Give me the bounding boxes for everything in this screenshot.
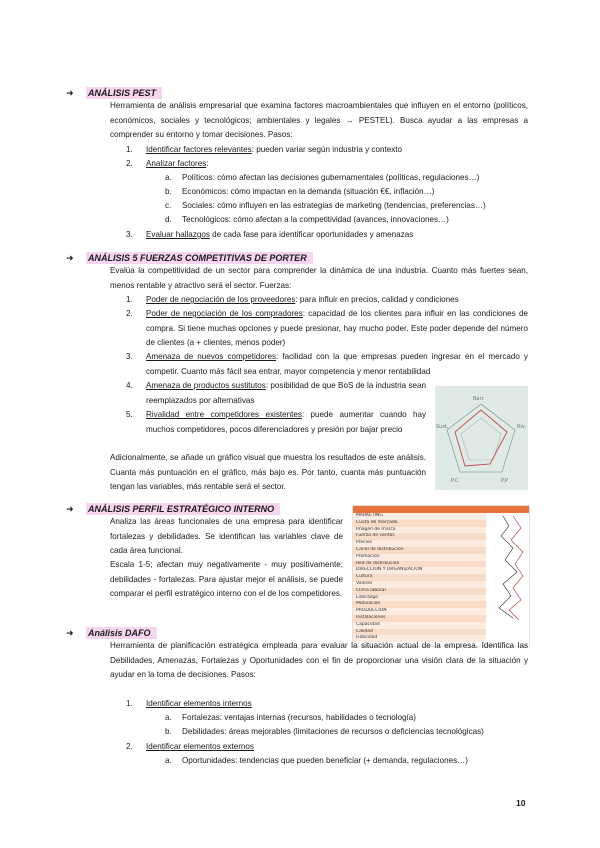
table-row: Motivación	[353, 601, 486, 608]
dafo-sub-debilidades: Debilidades: áreas mejorables (limitaciones de recursos o deficiencias tecnológicas)	[182, 727, 484, 736]
porter-title: ANÁLISIS 5 FUERZAS COMPETITIVAS DE PORTER	[88, 253, 307, 263]
sub-letter: a.	[165, 713, 172, 722]
arrow-icon: ➜	[66, 628, 74, 638]
table-row: Fiabilidad	[353, 635, 486, 642]
table-row: Cultura	[353, 574, 486, 581]
perfil-title: ANÁLISIS PERFIL ESTRATÉGICO INTERNO	[88, 504, 275, 514]
table-row: Valores	[353, 581, 486, 588]
radar-label: P.C	[451, 478, 459, 484]
force-label: Rivalidad entre competidores existentes	[146, 410, 302, 419]
table-row: Precios	[353, 540, 486, 547]
profile-line-1	[499, 516, 517, 618]
table-row: Cuota de mercado	[353, 520, 486, 527]
force-label: Amenaza de nuevos competidores	[146, 352, 277, 361]
profile-lines-svg	[353, 506, 529, 646]
pest-sub-sociales: Sociales: cómo influyen en las estrategias de marketing (tendencias, preferencias…)	[182, 201, 486, 210]
pest-step-3	[146, 228, 413, 243]
step-number: 2.	[126, 159, 133, 168]
table-row: Liderazgo	[353, 595, 486, 602]
table-row: Canal de distribución	[353, 547, 486, 554]
item-number: 4.	[126, 381, 133, 390]
force-text: : posibilidad de que BoS de la industria sean reemplazados por alternativas	[146, 381, 426, 405]
step-text: : pueden variar según industria y contexto	[251, 145, 403, 154]
sub-letter: a.	[165, 756, 172, 765]
force-label: Poder de negociación de los compradores	[146, 309, 303, 318]
force-label: Amenaza de productos sustitutos	[146, 381, 266, 390]
table-row: Fuerza de ventas	[353, 533, 486, 540]
radar-label: P.P	[501, 478, 508, 484]
porter-description: Evalúa la competitividad de un sector para comprender la dinámica de una industria. Cuanto más fuertes sean, menos rentable y atractivo será el sector. Fuerzas:	[110, 266, 528, 290]
step-label: Identificar elementos externos	[146, 742, 254, 751]
sub-letter: b.	[165, 187, 172, 196]
table-row: DIRECCIÓN Y ORGANIZACIÓN	[353, 567, 486, 574]
table-row: Promoción	[353, 554, 486, 561]
porter-force-4	[146, 379, 426, 408]
radar-label: Sust.	[436, 424, 449, 430]
pest-step-1	[146, 143, 402, 158]
porter-extra: Adicionalmente, se añade un gráfico visual que muestra los resultados de este análisis. Cuanta más puntuación en el gráfico, más bajo es. Por tanto, cuanta más puntuación tengan las variables, más rentable será el sector.	[110, 453, 426, 491]
pest-title: ANÁLISIS PEST	[88, 88, 157, 98]
sub-letter: a.	[165, 173, 172, 182]
item-number: 2.	[126, 309, 133, 318]
step-label: Analizar factores	[146, 159, 207, 168]
page-number: 10	[516, 798, 526, 808]
radar-label: Barr.	[473, 396, 485, 402]
radar-chart-svg	[435, 386, 528, 490]
dafo-heading	[66, 627, 157, 639]
perfil-description-1: Analiza las áreas funcionales de una empresa para identificar fortalezas y debilidades. Se identifican las variables clave de cada área funcional.	[110, 517, 343, 555]
dafo-sub-oportunidades: Oportunidades: tendencias que pueden beneficiar (+ demanda, regulaciones…)	[182, 756, 468, 765]
sub-letter: c.	[165, 201, 172, 210]
item-number: 3.	[126, 352, 133, 361]
step-label: Identificar elementos internos	[146, 699, 252, 708]
dafo-step-2	[146, 740, 254, 755]
dafo-description: Herramienta de planificación estratégica empleada para evaluar la situación actual de la empresa. Identifica las Debilidades, Amenazas, Fortalezas y Oportunidades con el fin de proporcionar una visión clara de la situación y ayudar en la toma de decisiones. Pasos:	[110, 641, 528, 679]
table-row: Red de distribución	[353, 561, 486, 568]
porter-force-3	[146, 350, 528, 379]
pest-sub-economicos: Económicos: cómo impactan en la demanda (situación €€, inflación…)	[182, 187, 435, 196]
pest-sub-politicos: Políticos: cómo afectan las decisiones gubernamentales (políticas, regulaciones…)	[182, 173, 480, 182]
arrow-icon: ➜	[66, 88, 74, 98]
perfil-description-2: Escala 1-5; afectan muy negativamente - muy positivamente; debilidades - fortalezas. Para ajustar mejor el análisis, se puede comparar el perfil estratégico interno con el de los competidores.	[110, 560, 343, 598]
sub-letter: b.	[165, 727, 172, 736]
item-number: 5.	[126, 410, 133, 419]
porter-force-1	[146, 293, 459, 308]
table-row: Clima laboral	[353, 588, 486, 595]
step-label: Evaluar hallazgos	[146, 230, 210, 239]
table-row: Instalaciones	[353, 615, 486, 622]
dafo-step-1	[146, 697, 252, 712]
table-row: Calidad	[353, 629, 486, 636]
dafo-sub-fortalezas: Fortalezas: ventajas internas (recursos, habilidades o tecnología)	[182, 713, 416, 722]
radar-label: Riv.	[517, 424, 527, 430]
table-row: Capacidad	[353, 622, 486, 629]
step-number: 3.	[126, 230, 133, 239]
force-text: : puede aumentar cuando hay muchos competidores, pocos diferenciadores y presión por bajar precio	[146, 410, 427, 434]
arrow-icon: ➜	[66, 253, 74, 263]
profile-line-2	[509, 516, 523, 620]
sub-letter: d.	[165, 215, 172, 224]
perfil-heading	[66, 503, 280, 515]
porter-force-5	[146, 408, 426, 437]
table-row: Imagen de marca	[353, 527, 486, 534]
force-label: Poder de negociación de los proveedores	[146, 295, 296, 304]
pest-description: Herramienta de análisis empresarial que examina factores macroambientales que influyen en el entorno (políticos, económicos, sociales y tecnológicos; ambientales y legales → PESTEL). Busca ayudar a las empresas a comprender su entorno y tomar decisiones. Pasos:	[110, 101, 528, 139]
pest-sub-tecnologicos: Tecnológicos: cómo afectan a la competitividad (avances, innovaciones…)	[182, 215, 449, 224]
pest-step-2	[146, 157, 209, 172]
step-label: Identificar factores relevantes	[146, 145, 252, 154]
porter-force-2	[146, 307, 528, 351]
table-row: PRODUCCIÓN	[353, 608, 486, 615]
dafo-title: Análisis DAFO	[88, 628, 151, 638]
item-number: 1.	[126, 295, 133, 304]
step-text: de cada fase para identificar oportunidades y amenazas	[209, 230, 414, 239]
force-text: : para influir en precios, calidad y condiciones	[295, 295, 459, 304]
force-text: : facilidad con la que empresas pueden ingresar en el mercado y competir. Cuanto más fácil sea entrar, mayor competencia y menor rentabilidad	[146, 352, 528, 376]
step-number: 2.	[126, 742, 133, 751]
pest-heading	[66, 87, 162, 99]
step-text: :	[206, 159, 209, 168]
force-text: : capacidad de los clientes para influir en las condiciones de compra. Si tiene muchas opciones y puede presionar, hay mucho poder. Este poder depende del número de clientes (a + clientes, menos poder)	[146, 309, 528, 347]
step-number: 1.	[126, 699, 133, 708]
table-row: MARKETING	[353, 513, 486, 520]
porter-radar-image	[435, 386, 528, 490]
step-number: 1.	[126, 145, 133, 154]
porter-heading	[66, 252, 313, 264]
perfil-table-image	[352, 505, 530, 647]
arrow-icon: ➜	[66, 504, 74, 514]
